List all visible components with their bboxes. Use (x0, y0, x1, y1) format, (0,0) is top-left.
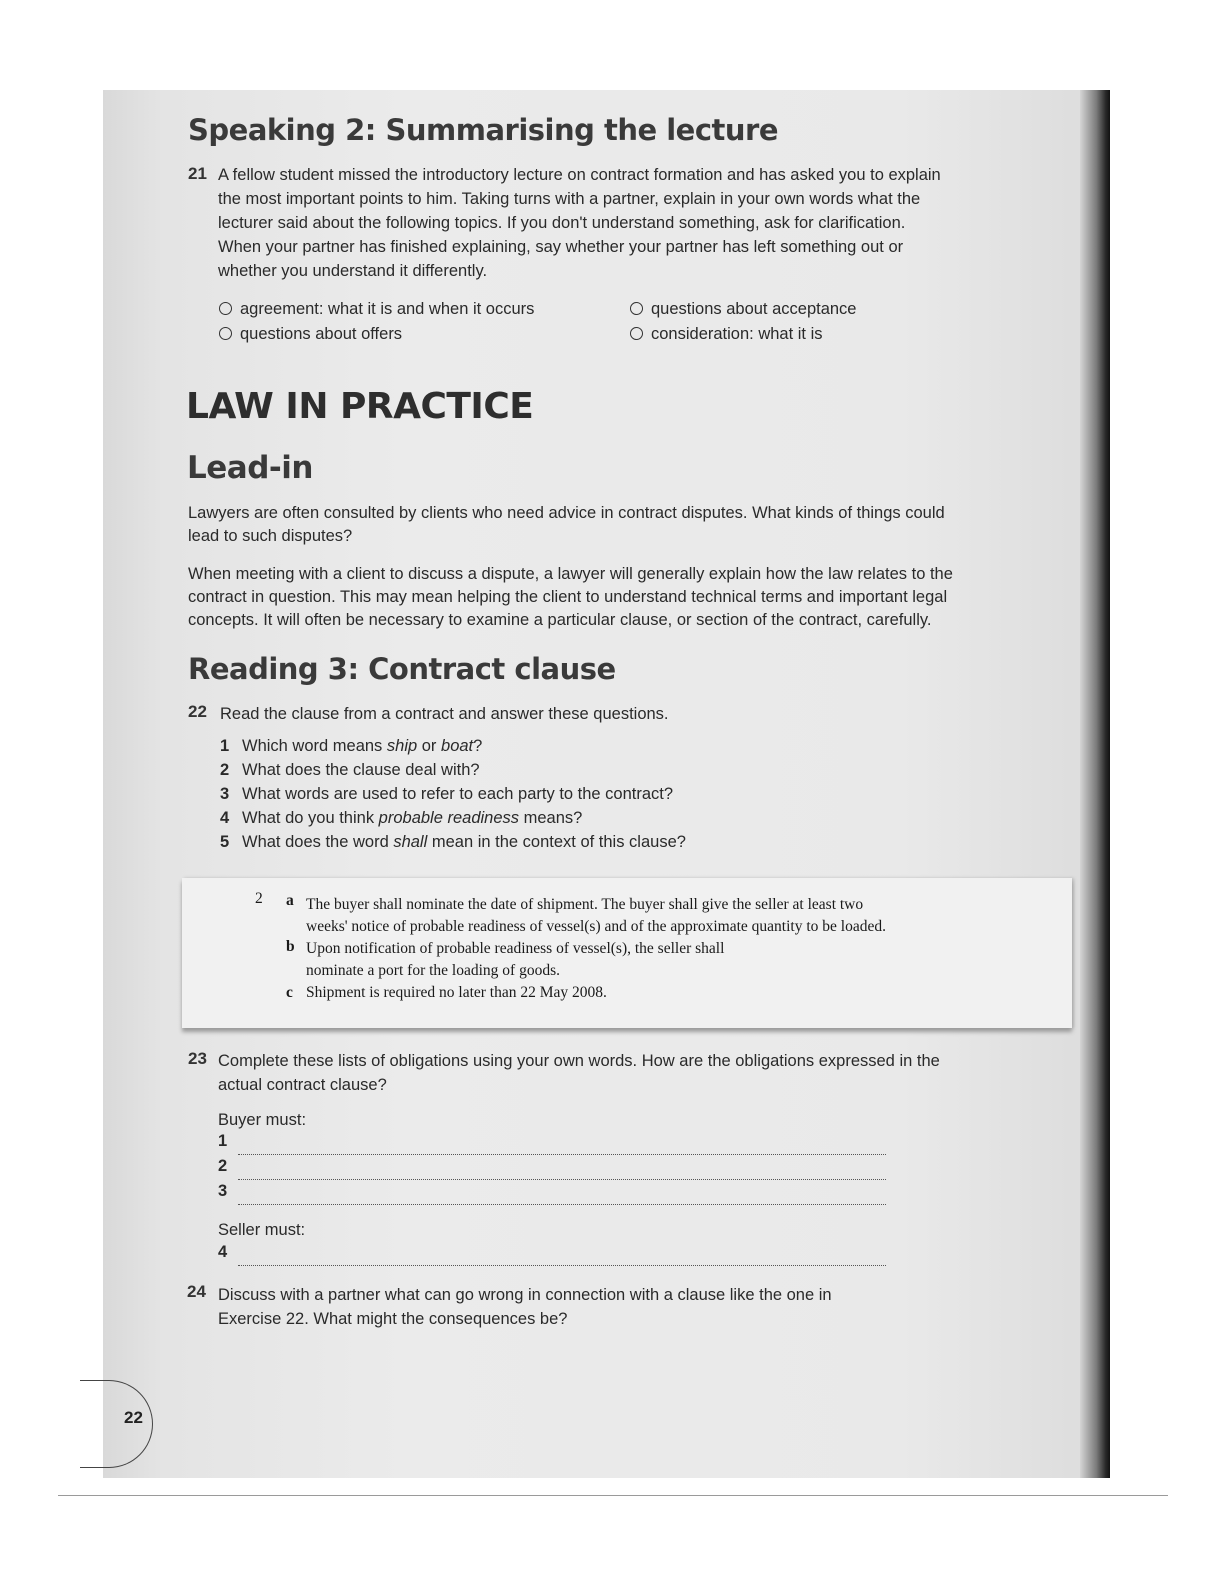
question-23-number: 23 (188, 1049, 207, 1068)
q21-line: When your partner has finished explaining, say whether your partner has left something out or (218, 238, 904, 256)
question-24-text: Discuss with a partner what can go wrong in connection with a clause like the one in Exercise 22. What might the consequences be? (218, 1286, 832, 1328)
option-offers[interactable]: questions about offers (219, 325, 402, 344)
list-item: 2 What does the clause deal with? (220, 761, 480, 779)
answer-line-2[interactable] (238, 1179, 886, 1180)
q21-line: A fellow student missed the introductory lecture on contract formation and has asked you to explain (218, 166, 941, 184)
seller-item-number: 4 (218, 1243, 228, 1261)
question-24-number: 24 (187, 1282, 206, 1301)
option-acceptance[interactable]: questions about acceptance (630, 300, 857, 319)
radio-circle-icon (219, 302, 232, 315)
page-number: 22 (124, 1408, 143, 1427)
list-item: 4 What do you think probable readiness means? (220, 809, 583, 827)
q21-line: lecturer said about the following topics. If you don't understand something, ask for clarification. (218, 214, 906, 232)
seller-must-label: Seller must: (218, 1221, 306, 1239)
question-21-text (218, 163, 1068, 283)
answer-line-3[interactable] (238, 1204, 886, 1205)
question-23-text: Complete these lists of obligations using your own words. How are the obligations expressed in the actual contract clause? (218, 1052, 940, 1094)
buyer-item-number: 2 (218, 1157, 228, 1175)
question-22-number: 22 (188, 702, 207, 721)
page-gutter-shadow (1080, 90, 1110, 1478)
list-item: 3 What words are used to refer to each party to the contract? (220, 785, 674, 803)
clause-a-label: a (286, 892, 294, 909)
clause-a-line: The buyer shall nominate the date of shipment. The buyer shall give the seller at least two (306, 896, 864, 913)
bottom-divider (58, 1495, 1168, 1496)
lead-in-paragraph-1: Lawyers are often consulted by clients who need advice in contract disputes. What kinds of things could lead to such disputes? (188, 504, 945, 545)
clause-c-line: Shipment is required no later than 22 May 2008. (306, 984, 607, 1001)
buyer-item-number: 3 (218, 1182, 228, 1200)
clause-c-label: c (286, 984, 293, 1001)
clause-a-line: weeks' notice of probable readiness of vessel(s) and of the approximate quantity to be loaded. (306, 918, 886, 935)
list-item: 1 Which word means ship or boat? (220, 737, 483, 755)
law-in-practice-heading: LAW IN PRACTICE (186, 386, 534, 427)
lead-in-heading: Lead-in (187, 450, 313, 486)
radio-circle-icon (219, 327, 232, 340)
radio-circle-icon (630, 327, 643, 340)
q21-line: whether you understand it differently. (218, 262, 488, 280)
contract-clause-box (182, 878, 1072, 1028)
clause-b-label: b (286, 938, 295, 955)
option-consideration[interactable]: consideration: what it is (630, 325, 823, 344)
lead-in-paragraph-2: When meeting with a client to discuss a dispute, a lawyer will generally explain how the law relates to the contract in question. This may mean helping the client to understand technical terms and important legal concepts. It will often be necessary to examine a particular clause, or section of the contract, carefully. (188, 565, 953, 629)
answer-line-1[interactable] (238, 1154, 886, 1155)
question-21-number: 21 (188, 164, 207, 183)
question-22-text: Read the clause from a contract and answer these questions. (220, 705, 669, 723)
clause-b-line: Upon notification of probable readiness of vessel(s), the seller shall (306, 940, 725, 957)
radio-circle-icon (630, 302, 643, 315)
buyer-must-label: Buyer must: (218, 1111, 307, 1129)
clause-number: 2 (255, 890, 263, 907)
list-item: 5 What does the word shall mean in the context of this clause? (220, 833, 686, 851)
buyer-item-number: 1 (218, 1132, 228, 1150)
speaking-heading: Speaking 2: Summarising the lecture (188, 113, 779, 147)
question-22-list (220, 734, 1040, 854)
q21-line: the most important points to him. Taking turns with a partner, explain in your own words what the (218, 190, 921, 208)
option-agreement[interactable]: agreement: what it is and when it occurs (219, 300, 534, 319)
answer-line-4[interactable] (238, 1265, 886, 1266)
clause-b-line: nominate a port for the loading of goods. (306, 962, 560, 979)
reading-heading: Reading 3: Contract clause (188, 652, 616, 686)
